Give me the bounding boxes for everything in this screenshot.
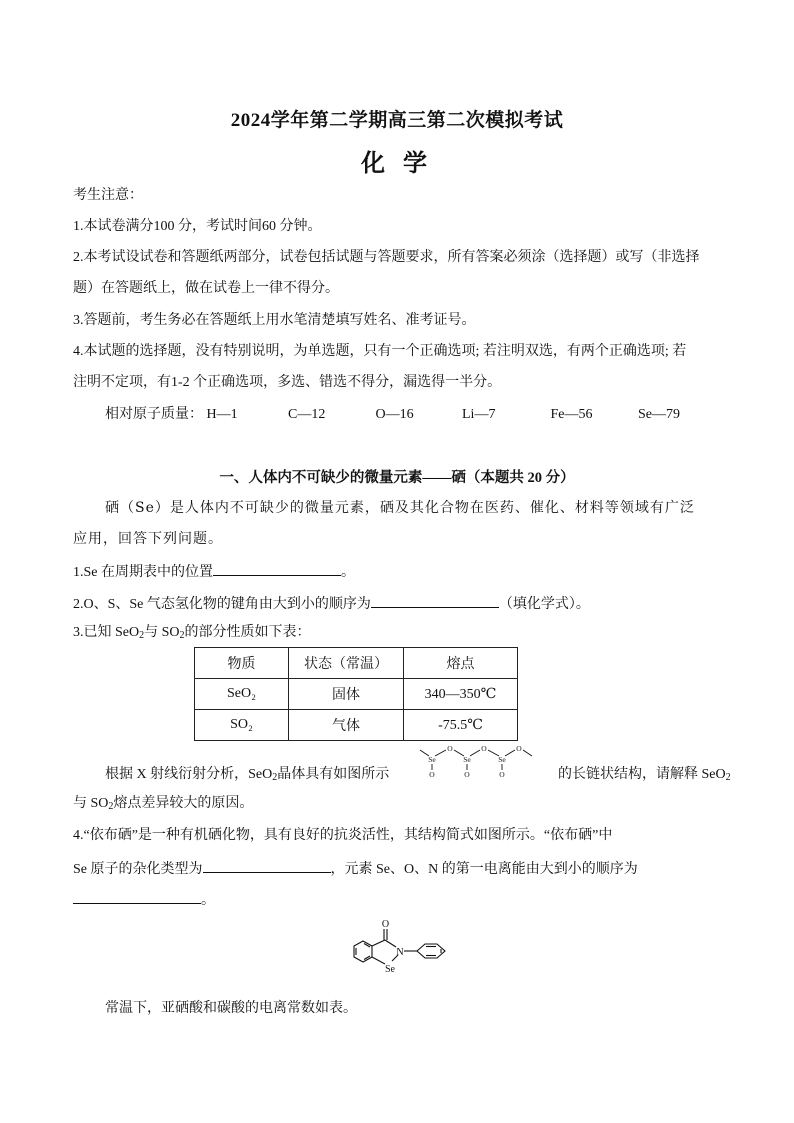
chain-o-label: O (516, 744, 522, 753)
chain-o-label: O (429, 770, 435, 779)
notice-heading: 考生注意： (73, 188, 143, 203)
notice-item-2-cont: 题）在答题纸上，做在试卷上一律不得分。 (73, 281, 339, 296)
answer-blank-q4-hybridization[interactable] (203, 857, 331, 873)
notice-item-3: 3.答题前，考生务必在答题纸上用水笔清楚填写姓名、准考证号。 (73, 313, 476, 328)
atomic-mass-se: Se—79 (638, 407, 680, 422)
ebselen-structure (340, 912, 480, 984)
table-row (195, 679, 518, 710)
seo2-chain-structure (418, 744, 538, 782)
table-cell: 340—350℃ (404, 679, 518, 710)
question-3-analysis-line2: 与 $SO_2$熔点差异较大的原因。 (73, 796, 254, 812)
atomic-mass-row (105, 405, 680, 425)
atomic-mass-h: H—1 (206, 407, 238, 422)
table-header-cell: 状态（常温） (289, 648, 404, 679)
question-4-line1: 4.“依布硒”是一种有机硒化物，具有良好的抗炎活性，其结构简式如图所示。“依布硒”中 (73, 828, 613, 843)
table-cell: SeO₂ (195, 679, 289, 710)
atomic-mass-c: C—12 (288, 407, 326, 422)
table-cell: 气体 (289, 710, 404, 741)
chain-o-label: O (464, 770, 470, 779)
question-3-analysis-cont: 的长链状结构，请解释 SeO$_2$ (558, 767, 731, 783)
question-3: 3.已知 SeO$_2$与 $SO_2$的部分性质如下表： (73, 625, 311, 641)
atomic-mass-li: Li—7 (462, 407, 496, 422)
atomic-mass-o: O—16 (375, 407, 414, 422)
chain-o-label: O (499, 770, 505, 779)
exam-title: 2024学年第二学期高三第二次模拟考试 (230, 110, 564, 131)
answer-blank-q4-ionization[interactable] (73, 888, 201, 904)
ebselen-o-label: O (381, 919, 390, 930)
ebselen-n-label: N (396, 947, 404, 958)
table-cell: SO₂ (195, 710, 289, 741)
question-1: 1.Se 在周期表中的位置 。 (73, 560, 355, 583)
section-1-title: 一、人体内不可缺少的微量元素——硒（本题共 20 分） (219, 470, 575, 486)
table-row (195, 710, 518, 741)
ebselen-se-label: Se (385, 964, 395, 975)
table-header-cell: 物质 (195, 648, 289, 679)
table-header-cell: 熔点 (404, 648, 518, 679)
chain-o-label: O (447, 744, 453, 753)
chain-o-label: O (481, 744, 487, 753)
table-header-row (195, 648, 518, 679)
answer-blank-q2[interactable] (371, 592, 499, 608)
section-1-intro-1: 硒（Se）是人体内不可缺少的微量元素，硒及其化合物在医药、催化、材料等领域有广泛 (105, 500, 695, 516)
table-cell: -75.5℃ (404, 710, 518, 741)
atomic-mass-label: 相对原子质量： (105, 407, 203, 422)
chain-se-label: Se (463, 755, 471, 764)
notice-item-4: 4.本试题的选择题，没有特别说明，为单选题，只有一个正确选项; 若注明双选，有两个正确选项; 若 (73, 344, 687, 359)
notice-item-4-cont: 注明不定项，有1-2 个正确选项，多选、错选不得分，漏选得一半分。 (73, 375, 502, 390)
answer-blank-q1[interactable] (213, 560, 341, 576)
notice-item-2: 2.本考试设试卷和答题纸两部分，试卷包括试题与答题要求，所有答案必须涂（选择题）或写（非选择 (73, 250, 700, 265)
subject-title: 化 学 (361, 151, 433, 177)
chain-se-label: Se (428, 755, 436, 764)
question-3-analysis: 根据 X 射线衍射分析，SeO$_2$晶体具有如图所示 (105, 767, 390, 783)
atomic-mass-fe: Fe—56 (550, 407, 593, 422)
chain-se-label: Se (498, 755, 506, 764)
question-4-line2: Se 原子的杂化类型为 ，元素 Se、O、N 的第一电离能由大到小的顺序为 (73, 857, 638, 880)
question-2: 2.O、S、Se 气态氢化物的键角由大到小的顺序为 （填化学式）。 (73, 592, 590, 615)
table-cell: 固体 (289, 679, 404, 710)
final-line: 常温下，亚硒酸和碳酸的电离常数如表。 (105, 1001, 357, 1016)
question-4-line3: 。 (73, 888, 215, 911)
section-1-intro-2: 应用，回答下列问题。 (73, 531, 223, 547)
notice-item-1: 1.本试卷满分100 分，考试时间60 分钟。 (73, 219, 322, 234)
properties-table (194, 647, 518, 741)
